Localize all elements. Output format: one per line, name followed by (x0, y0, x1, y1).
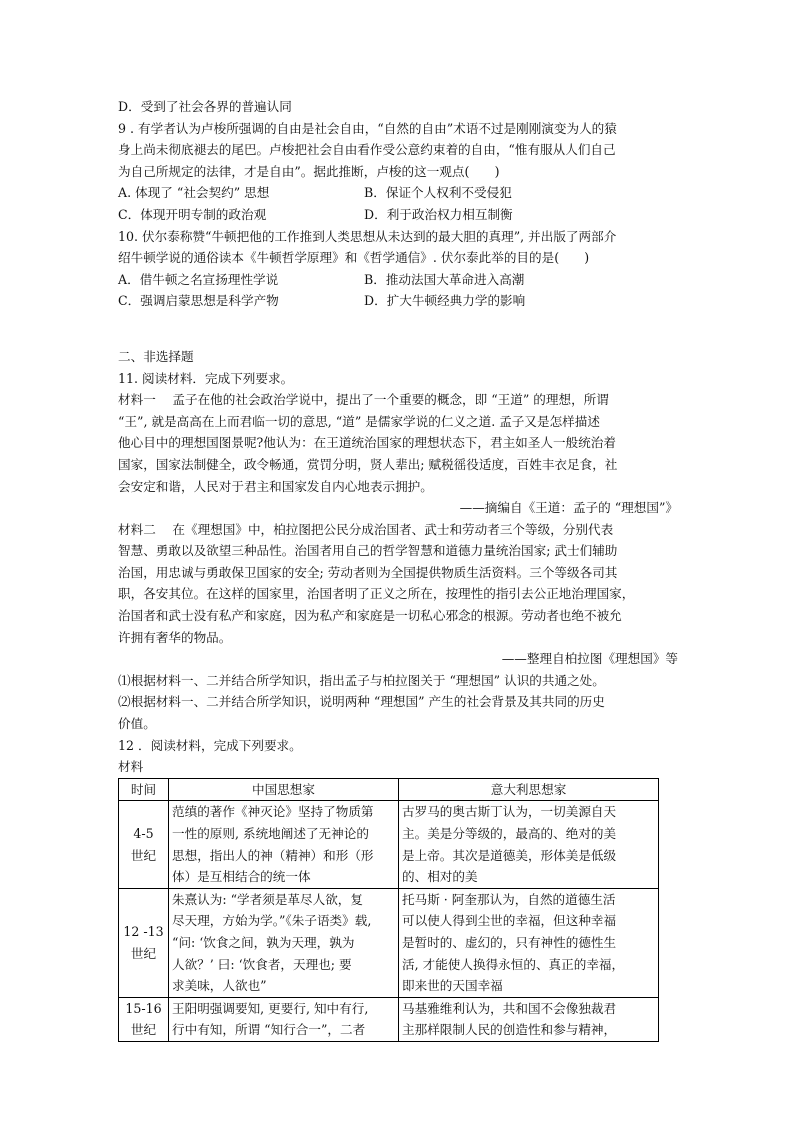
row3-italian: 马基雅维利认为，共和国不会像独裁君 主那样限制人民的创造性和参与精神， (399, 997, 659, 1041)
q9-option-b: B．保证个人权利不受侵犯 (364, 185, 512, 201)
q12-intro: 12 ．阅读材料，完成下列要求。 (118, 737, 302, 753)
row3-time: 15-16 世纪 (119, 997, 169, 1041)
row1-time: 4-5 世纪 (119, 801, 169, 888)
table-row (119, 997, 659, 1041)
q9-stem-line-1: 9 . 有学者认为卢梭所强调的自由是社会自由，“自然的自由”术语不过是刚刚演变为人的猿 (118, 120, 617, 136)
q12-material-label: 材料 (118, 759, 144, 775)
q11-material2-line-1: 材料二 在《理想国》中，柏拉图把公民分成治国者、武士和劳动者三个等级，分别代表 (118, 521, 614, 537)
question-11 (118, 368, 678, 735)
q10-stem-line-2: 绍牛顿学说的通俗读本《牛顿哲学原理》和《哲学通信》. 伏尔泰此举的目的是( ) (118, 250, 590, 266)
q11-material1-source: ——摘编自《王道：孟子的 “理想国”》 (459, 500, 678, 516)
q10-options-row-1 (118, 269, 678, 291)
q11-material2-line-5: 治国者和武士没有私产和家庭，因为私产和家庭是一切私心邪念的根源。劳动者也绝不被允 (118, 608, 622, 624)
table-row (119, 888, 659, 997)
q11-material2-line-4: 职，各安其位。在这样的国家里，治国者明了正义之所在，按理性的指引去公正地治理国家， (118, 586, 635, 602)
q10-options-row-2 (118, 290, 678, 312)
q11-material1-line-3: 他心目中的理想国图景呢?他认为：在王道统治国家的理想状态下，君主如圣人一般统治着 (118, 435, 616, 451)
table-row (119, 801, 659, 888)
q11-sub-question-2-line-2: 价值。 (118, 716, 156, 732)
q9-option-a: A. 体现了 “社会契约” 思想 (118, 185, 270, 201)
row1-chinese: 范缜的著作《神灭论》坚持了物质第 一性的原则, 系统地阐述了无神论的 思想，指出人的神（精神）和形（形 体）是互相结合的统一体 (169, 801, 399, 888)
q10-stem-line-1: 10. 伏尔泰称赞“牛顿把他的工作推到人类思想从未达到的最大胆的真理”, 并出版了两部介 (118, 228, 617, 244)
q11-sub-question-2-line-1: ⑵根据材料一、二并结合所学知识，说明两种 “理想国” 产生的社会背景及其共同的历史 (118, 694, 605, 710)
row2-italian: 托马斯 · 阿奎那认为，自然的道德生活 可以使人得到尘世的幸福，但这种幸福 是暂时的、虚幻的，只有神性的德性生 活, 才能使人换得永恒的、真正的幸福， 即来世的天国幸福 (399, 888, 659, 997)
q11-material2-source: ——整理自柏拉图《理想国》等 (501, 651, 678, 667)
q9-options-row-2 (118, 204, 678, 226)
q9-stem-line-2: 身上尚未彻底褪去的尾巴。卢梭把社会自由看作受公意约束着的自由，“惟有服从人们自己 (118, 142, 616, 158)
q9-options-row-1 (118, 182, 678, 204)
q9-option-c: C．体现开明专制的政治观 (118, 206, 267, 222)
q11-material2-line-6: 许拥有奢华的物品。 (118, 629, 232, 645)
question-9 (118, 118, 678, 226)
question-10 (118, 226, 678, 312)
q11-intro: 11. 阅读材料．完成下列要求。 (118, 370, 294, 386)
q9-stem-line-3: 为自己所规定的法律，才是自由”。据此推断，卢梭的这一观点( ) (118, 163, 500, 179)
q11-material1-line-4: 国家，国家法制健全，政令畅通，赏罚分明，贤人辈出; 赋税徭役适度，百姓丰衣足食，社 (118, 456, 618, 472)
table-header-row (119, 778, 659, 801)
q10-option-a: A．借牛顿之名宣扬理性学说 (118, 271, 279, 287)
header-time: 时间 (119, 778, 169, 801)
q11-material1-line-2: “王”, 就是高高在上而君临一切的意思, “道” 是儒家学说的仁义之道. 孟子又是怎样描述 (118, 413, 600, 429)
q11-material1-line-1: 材料一 孟子在他的社会政治学说中，提出了一个重要的概念，即 “王道” 的理想，所谓 (118, 392, 609, 408)
q11-material1-line-5: 会安定和谐，人民对于君主和国家发自内心地表示拥护。 (118, 478, 433, 494)
exam-page (118, 96, 678, 1042)
q11-sub-question-1: ⑴根据材料一、二并结合所学知识，指出孟子与柏拉图关于 “理想国” 认识的共通之处。 (118, 672, 605, 688)
row3-chinese: 王阳明强调要知, 更要行, 知中有行, 行中有知，所谓 “知行合一”，二者 (169, 997, 399, 1041)
q11-material2-line-2: 智慧、勇敢以及欲望三种品性。治国者用自己的哲学智慧和道德力量统治国家; 武士们辅助 (118, 543, 618, 559)
row2-chinese: 朱熹认为: “学者须是革尽人欲，复 尽天理，方始为学。”《朱子语类》载, “问: ‘饮食之间，孰为天理，孰为 人欲？’ 曰: ‘饮食者，天理也; 要 求美味，人欲也” (169, 888, 399, 997)
header-italian-thinkers: 意大利思想家 (399, 778, 659, 801)
thinkers-table (118, 778, 659, 1042)
q10-option-b: B．推动法国大革命进入高潮 (364, 271, 525, 287)
header-chinese-thinkers: 中国思想家 (169, 778, 399, 801)
question-12 (118, 735, 678, 1042)
row2-time: 12 -13 世纪 (119, 888, 169, 997)
q10-option-d: D．扩大牛顿经典力学的影响 (364, 293, 526, 309)
section-heading: 二、非选择题 (118, 348, 194, 364)
q8-option-d: D．受到了社会各界的普遍认同 (118, 99, 292, 114)
row1-italian: 古罗马的奥古斯丁认为，一切美源自天 主。美是分等级的，最高的、绝对的美 是上帝。其次是道德美，形体美是低级 的、相对的美 (399, 801, 659, 888)
q9-option-d: D．利于政治权力相互制衡 (364, 206, 513, 222)
q11-material2-line-3: 治国，用忠诚与勇敢保卫国家的安全; 劳动者则为全国提供物质生活资料。三个等级各司其 (118, 564, 618, 580)
q10-option-c: C．强调启蒙思想是科学产物 (118, 293, 279, 309)
